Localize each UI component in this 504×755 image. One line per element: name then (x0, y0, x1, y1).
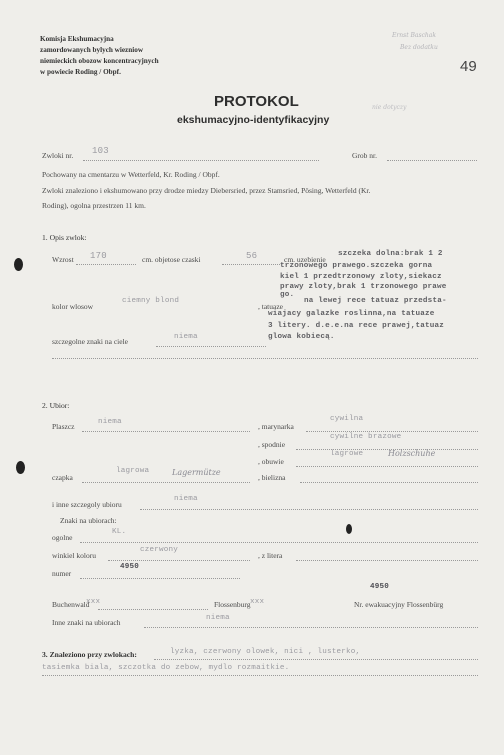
kolor-value: ciemny blond (122, 297, 180, 305)
kolor-label: kolor wlosow (52, 302, 94, 311)
znaki-na-ciele-label: szczegolne znaki na ciele (52, 337, 128, 346)
punch-hole-top (14, 258, 23, 271)
znaleziono-line-2: tasiemka biala, szczotka do zebow, mydlo rozmaitkie. (42, 664, 290, 672)
org-line-2: zamordowanych bylych wiezniow (40, 46, 144, 54)
czaszka-label: cm. objetose czaski (142, 255, 201, 264)
org-line-1: Komisja Ekshumacyjna (40, 35, 114, 43)
tatuaze-label: , tatuaze (258, 302, 283, 311)
buchenwald-label: Buchenwald (52, 600, 90, 609)
spodnie-value: cywilne brazowe (330, 433, 402, 441)
bielizna-label: , bielizna (258, 473, 286, 482)
czapka-label: czapka (52, 473, 73, 482)
inne-szczegoly-label: i inne szczegoly ubioru (52, 500, 122, 509)
numer-value: 4950 (120, 563, 140, 571)
punch-hole-bottom (16, 461, 25, 474)
margin-note-3: nie dotyczy (372, 104, 407, 111)
obuwie-handwritten: Holzschuhe (388, 449, 436, 458)
uzebienie-line-4: prawy zloty,brak 1 trzonowego prawe (280, 283, 447, 291)
section-znaleziono-heading: 3. Znaleziono przy zwlokach: (42, 650, 137, 659)
plaszcz-value: niema (98, 418, 122, 426)
org-line-3: niemieckich obozow koncentracyjnych (40, 57, 159, 65)
ogolne-label: ogolne (52, 533, 73, 542)
zwloki-label: Zwloki nr. (42, 151, 74, 160)
marynarka-label: , marynarka (258, 422, 294, 431)
nr-ewakuacyjny-label: Nr. ewakuacyjny Flossenbürg (354, 600, 444, 609)
winkiel-value: czerwony (140, 546, 179, 554)
uzebienie-line-2: trzonowego prawego.szczeka gorna (280, 262, 433, 270)
margin-note-1: Ernst Baschak (392, 32, 437, 39)
obuwie-value: lagrowe (330, 450, 364, 458)
obuwie-label: , obuwie (258, 457, 284, 466)
znaki-na-ubiorach-label: Znaki na ubiorach: (60, 516, 117, 525)
tatuaze-line-3: 3 litery. d.e.e.na rece prawej,tatuaz (268, 322, 445, 330)
margin-note-2: Bez dodatku (400, 44, 438, 51)
tatuaze-line-4: glowa kobiecą. (268, 333, 335, 341)
uzebienie-label: cm. uzebienie (284, 255, 326, 264)
section-opis-heading: 1. Opis zwlok: (42, 233, 87, 242)
flossenburg-strike: xxx (250, 598, 265, 606)
inne-znaki-value: niema (206, 614, 230, 622)
ogolne-value: KL. (112, 528, 127, 536)
marynarka-value: cywilna (330, 415, 364, 423)
zwloki-value: 103 (92, 146, 109, 156)
plaszcz-label: Plaszcz (52, 422, 75, 431)
tatuaze-line-1: na lewej rece tatuaz przedsta- (304, 297, 447, 305)
uzebienie-line-1: szczeka dolna:brak 1 2 (338, 250, 443, 258)
grob-label: Grob nr. (352, 151, 377, 160)
buchenwald-strike: xxx (86, 598, 101, 606)
uzebienie-line-3: kiel 1 przedtrzonowy zloty,siekacz (280, 273, 442, 281)
section-ubior-heading: 2. Ubior: (42, 401, 70, 410)
czapka-handwritten: Lagermütze (172, 468, 221, 477)
czapka-value: lagrowa (116, 467, 150, 475)
page-number: 49 (460, 58, 477, 75)
nr-ewakuacyjny-value: 4950 (370, 583, 390, 591)
page-title: PROTOKOL (214, 93, 299, 110)
znalezione-line-1: Zwloki znaleziono i ekshumowano przy drodze miedzy Diebersried, przez Stamsried, Pösing, Wetterfeld (Kr. (42, 186, 371, 195)
litera-label: , z litera (258, 551, 283, 560)
page-subtitle: ekshumacyjno-identyfikacyjny (177, 114, 330, 126)
znalezione-line-2: Roding), ogolna przestrzen 11 km. (42, 201, 146, 210)
ink-blot (346, 524, 352, 534)
pochowany-text: Pochowany na cmentarzu w Wetterfeld, Kr. Roding / Obpf. (42, 170, 220, 179)
znaki-na-ciele-value: niema (174, 333, 198, 341)
uzebienie-line-5: go. (280, 291, 295, 299)
czaszka-value: 56 (246, 251, 258, 261)
spodnie-label: , spodnie (258, 440, 286, 449)
inne-szczegoly-value: niema (174, 495, 198, 503)
org-line-4: w powiecie Roding / Obpf. (40, 68, 121, 76)
numer-label: numer (52, 569, 72, 578)
flossenburg-label: Flossenburg (214, 600, 251, 609)
tatuaze-line-2: wiajacy galazke roslinna,na tatuaze (268, 310, 435, 318)
inne-znaki-label: Inne znaki na ubiorach (52, 618, 121, 627)
winkiel-label: winkiel koloru (52, 551, 96, 560)
wzrost-value: 170 (90, 251, 107, 261)
wzrost-label: Wzrost (52, 255, 74, 264)
znaleziono-line-1: lyzka, czerwony olowek, nici , lusterko, (170, 648, 361, 656)
